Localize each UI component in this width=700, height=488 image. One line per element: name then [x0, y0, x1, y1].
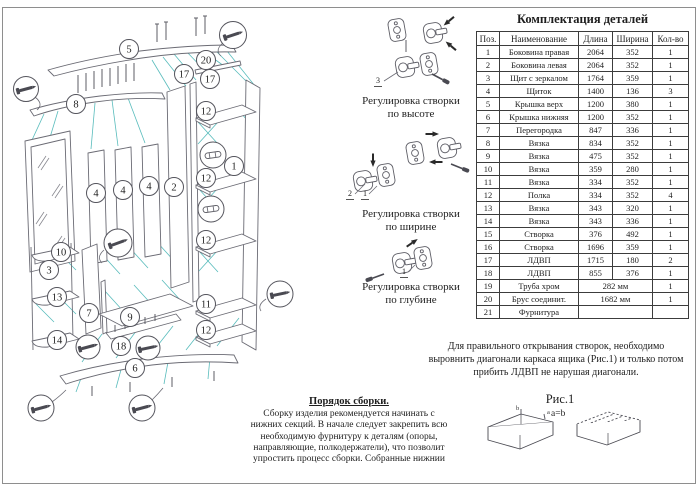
caption-adjust-depth: Регулировка створки по глубине	[362, 281, 460, 306]
opening-note: Для правильного открывания створок, необходимо выровнить диагонали каркаса ящика (Рис.1) и только потом прибить ЛДВП не нарушая диагонали.	[428, 341, 684, 378]
hinge-label-1b: 1	[402, 267, 406, 276]
callout-number: 17	[204, 74, 216, 86]
side-panel-right	[242, 80, 260, 350]
divider-7	[101, 280, 107, 334]
callout-number: 8	[73, 99, 79, 111]
table-row: 20 Брус соединит. 1682 мм 1	[477, 293, 689, 306]
table-row: 1 Боковина правая 2064 352 1	[477, 46, 689, 59]
fig1-box-with-diagonals	[488, 405, 553, 449]
fig1-label: Рис.1	[545, 392, 575, 406]
table-row: 6 Крышка нижняя 1200 352 1	[477, 111, 689, 124]
hinge-adjustment-width	[352, 131, 469, 194]
col-length: Длина	[579, 32, 613, 46]
fig1-equation: a=b	[551, 409, 566, 419]
callout-number: 12	[200, 235, 212, 247]
callout-number: 4	[120, 185, 126, 197]
table-row: 7 Перегородка 847 336 1	[477, 124, 689, 137]
caption-adjust-height: Регулировка створки по высоте	[362, 95, 460, 120]
assembly-order-title: Порядок сборки.	[309, 396, 389, 407]
callout-number: 1	[231, 161, 237, 173]
fig1-mark-a: a	[547, 409, 550, 416]
table-row: 2 Боковина левая 2064 352 1	[477, 59, 689, 72]
hinge-adjustment-depth	[365, 237, 433, 283]
table-row: 11 Вязка 334 352 1	[477, 176, 689, 189]
table-row: 15 Створка 376 492 1	[477, 228, 689, 241]
parts-table	[476, 31, 689, 319]
parts-table-body	[477, 46, 689, 319]
callout-number: 14	[51, 335, 63, 347]
callout-number: 10	[55, 247, 67, 259]
fig1-box-with-hardboard	[577, 412, 640, 445]
table-row: 9 Вязка 475 352 1	[477, 150, 689, 163]
callout-number: 20	[200, 55, 212, 67]
callout-number: 12	[200, 173, 212, 185]
callout-number: 3	[46, 265, 52, 277]
table-row: 12 Полка 334 352 4	[477, 189, 689, 202]
col-pos: Поз.	[477, 32, 500, 46]
caption-adjust-width: Регулировка створки по ширине	[362, 208, 460, 233]
callout-number: 4	[146, 181, 152, 193]
parts-table-title: Комплектация деталей	[516, 12, 649, 26]
slat-3	[142, 144, 161, 257]
fig1-mark-b: b	[516, 405, 520, 412]
callout-number: 7	[86, 308, 92, 320]
table-row: 8 Вязка 834 352 1	[477, 137, 689, 150]
table-row: 10 Вязка 359 280 1	[477, 163, 689, 176]
col-name: Наименование	[500, 32, 579, 46]
col-qty: Кол-во	[653, 32, 689, 46]
callout-number: 12	[200, 325, 212, 337]
table-row: 14 Вязка 343 336 1	[477, 215, 689, 228]
table-header-row	[477, 32, 689, 46]
callout-number: 11	[200, 299, 212, 311]
callout-number: 4	[93, 188, 99, 200]
table-row: 21 Фурнитура	[477, 306, 689, 319]
table-row: 3 Щит с зеркалом 1764 359 1	[477, 72, 689, 85]
table-row: 19 Труба хром 282 мм 1	[477, 280, 689, 293]
hinge-label-3: 3	[376, 76, 380, 85]
callout-number: 5	[126, 44, 132, 56]
callout-number: 18	[115, 341, 127, 353]
table-row: 18 ЛДВП 855 376 1	[477, 267, 689, 280]
callout-number: 6	[132, 363, 138, 375]
callout-number: 12	[200, 106, 212, 118]
hinge-label-2: 2	[348, 189, 352, 198]
assembly-order-text: Сборку изделия рекомендуется начинать с нижних секций. В начале следует закрепить всю необходимую фурнитуру к деталям (опоры, направляющие, полкодержатели), что позволит упростить процесс сборки. Собранные нижнии	[250, 409, 448, 465]
shelf-9	[99, 294, 193, 326]
mid-shelf	[30, 93, 165, 116]
col-width: Ширина	[613, 32, 653, 46]
hinge-adjustment-height	[384, 15, 458, 85]
table-row: 13 Вязка 343 320 1	[477, 202, 689, 215]
hinge-label-1a: 1	[363, 189, 367, 198]
table-row: 4 Щиток 1400 136 3	[477, 85, 689, 98]
table-row: 16 Створка 1696 359 1	[477, 241, 689, 254]
callout-number: 9	[127, 312, 133, 324]
callout-number: 2	[171, 182, 177, 194]
table-row: 17 ЛДВП 1715 180 2	[477, 254, 689, 267]
callout-number: 17	[178, 69, 190, 81]
table-row: 5 Крышка верх 1200 380 1	[477, 98, 689, 111]
callout-number: 13	[51, 292, 63, 304]
